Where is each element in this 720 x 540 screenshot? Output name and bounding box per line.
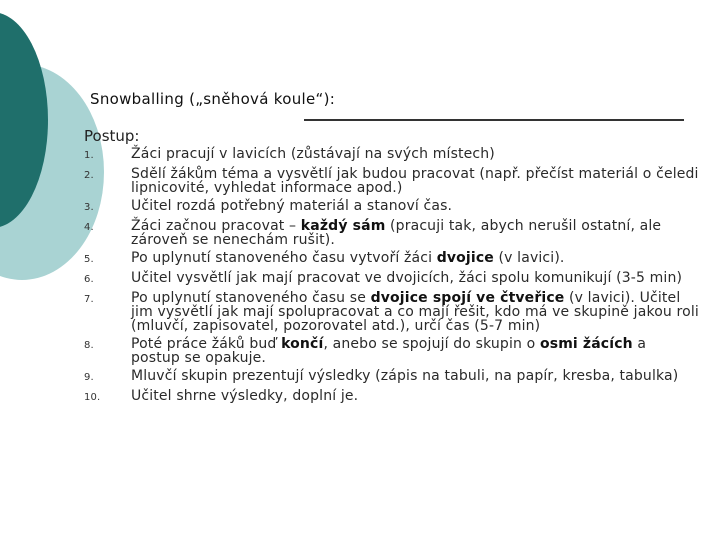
step-text-segment: Po uplynutí stanoveného času se	[131, 290, 371, 306]
step-item	[84, 199, 699, 215]
step-item	[84, 219, 699, 247]
step-emphasis: končí	[281, 336, 324, 352]
step-number: 4.	[84, 222, 94, 233]
step-text-segment: , anebo se spojují do skupin o	[323, 336, 540, 352]
step-emphasis: dvojice	[436, 250, 494, 266]
step-number: 6.	[84, 274, 94, 285]
step-number: 2.	[84, 170, 94, 181]
step-text-segment: Žáci začnou pracovat –	[131, 218, 301, 234]
step-number: 8.	[84, 340, 94, 351]
step-number: 9.	[84, 372, 94, 383]
step-text-segment: Poté práce žáků buď	[131, 336, 282, 352]
step-item	[84, 369, 699, 385]
title-divider	[304, 119, 684, 121]
step-emphasis: osmi žácích	[539, 336, 633, 352]
step-text-segment: (v lavici).	[493, 250, 565, 266]
step-text	[131, 167, 699, 195]
step-item	[84, 147, 699, 163]
step-number: 1.	[84, 150, 94, 161]
step-item	[84, 389, 699, 405]
step-text	[131, 219, 699, 247]
step-number: 10.	[84, 392, 101, 403]
procedure-label: Postup:	[84, 127, 140, 145]
step-text	[131, 337, 699, 365]
step-item	[84, 251, 699, 267]
step-text	[131, 369, 699, 383]
step-number: 5.	[84, 254, 94, 265]
step-text	[131, 251, 699, 265]
step-text-segment: a postup se opakuje.	[131, 336, 647, 366]
step-text	[131, 147, 699, 161]
step-item	[84, 291, 699, 333]
step-text-segment: Žáci pracují v lavicích (zůstávají na svých místech)	[131, 146, 495, 162]
steps-list	[84, 147, 699, 409]
step-number: 3.	[84, 202, 94, 213]
step-text-segment: Učitel shrne výsledky, doplní je.	[131, 388, 359, 404]
step-text-segment: (v lavici). Učitel jim vysvětlí jak mají spolupracovat a co mají řešit, kdo má ve skupině jakou roli (mluvčí, zapisovatel, pozorovatel atd.), určí čas (5-7 min)	[131, 290, 699, 334]
step-text	[131, 271, 699, 285]
step-text-segment: Mluvčí skupin prezentují výsledky (zápis na tabuli, na papír, kresba, tabulka)	[131, 368, 679, 384]
step-text-segment: Učitel rozdá potřebný materiál a stanoví čas.	[131, 198, 453, 214]
step-item	[84, 167, 699, 195]
step-text-segment: Po uplynutí stanoveného času vytvoří žáci	[131, 250, 437, 266]
step-text-segment: Učitel vysvětlí jak mají pracovat ve dvojicích, žáci spolu komunikují (3-5 min)	[131, 270, 683, 286]
step-emphasis: dvojice spojí ve čtveřice	[370, 290, 565, 306]
step-text-segment: Sdělí žákům téma a vysvětlí jak budou pracovat (např. přečíst materiál o čeledi lipnicovité, vyhledat informace apod.)	[131, 166, 699, 196]
step-number: 7.	[84, 294, 94, 305]
step-item	[84, 271, 699, 287]
step-text	[131, 291, 699, 333]
step-text-segment: (pracuji tak, abych nerušil ostatní, ale zároveň se nenechám rušit).	[131, 218, 662, 248]
slide-title: Snowballing („sněhová koule“):	[90, 90, 336, 108]
step-emphasis: každý sám	[300, 218, 386, 234]
step-text	[131, 389, 699, 403]
step-item	[84, 337, 699, 365]
step-text	[131, 199, 699, 213]
